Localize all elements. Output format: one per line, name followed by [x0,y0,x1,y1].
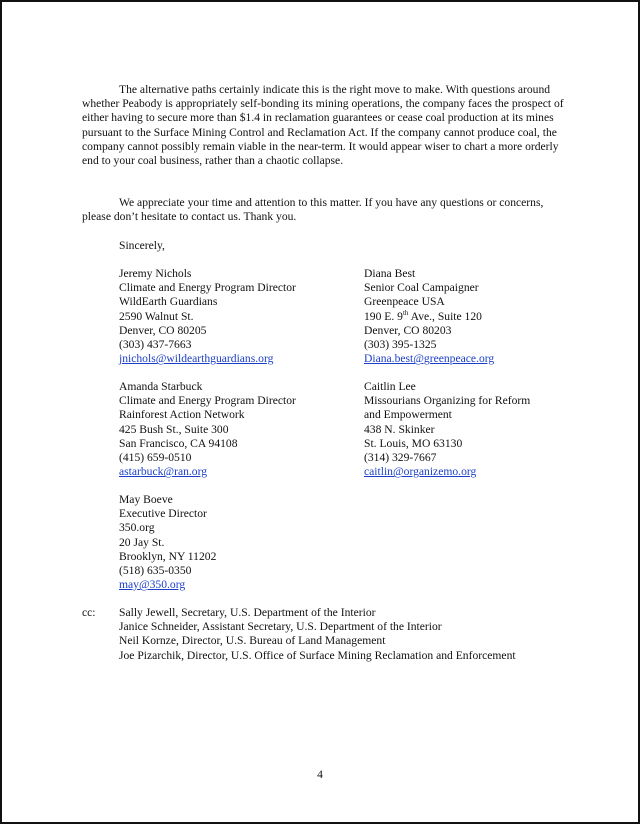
signatory-title: Executive Director [119,507,207,521]
signatory-organization-continued: and Empowerment [364,408,452,422]
signatory-title: Senior Coal Campaigner [364,281,479,295]
signatory-phone: (314) 329-7667 [364,451,437,465]
signatory-email-link[interactable]: jnichols@wildearthguardians.org [119,352,274,366]
signatory-street [364,310,494,324]
signature-block-boeve [119,493,216,592]
signatory-email-link[interactable]: astarbuck@ran.org [119,465,208,479]
signatory-title: Climate and Energy Program Director [119,281,296,295]
cc-label: cc: [82,606,96,619]
signatory-name: May Boeve [119,493,173,506]
paragraph-text: We appreciate your time and attention to this matter. If you have any questions or concerns, please don’t hesitate to contact us. Thank you. [82,196,544,224]
closing-salutation: Sincerely, [119,239,165,252]
signatory-street: 438 N. Skinker [364,422,435,436]
signatory-city: Denver, CO 80203 [364,323,452,337]
signature-block-lee [364,380,530,479]
signatory-street: 2590 Walnut St. [119,309,194,323]
page-number: 4 [317,768,323,781]
signatory-name: Jeremy Nichols [119,267,192,280]
signatory-phone: (303) 395-1325 [364,338,437,352]
signatory-name: Caitlin Lee [364,380,416,393]
signatory-title: Climate and Energy Program Director [119,394,296,408]
signatory-phone: (303) 437-7663 [119,338,192,352]
signatory-organization: Rainforest Action Network [119,408,245,422]
signatory-email-link[interactable]: caitlin@organizemo.org [364,465,477,479]
signatory-organization: 350.org [119,521,155,535]
signatory-city: St. Louis, MO 63130 [364,436,463,450]
signature-block-nichols [119,267,296,366]
signatory-organization: Missourians Organizing for Reform [364,394,531,408]
cc-recipient: Sally Jewell, Secretary, U.S. Department of the Interior [119,606,376,619]
cc-recipient: Neil Kornze, Director, U.S. Bureau of Land Management [119,634,386,648]
signatory-street: 425 Bush St., Suite 300 [119,422,229,436]
signatory-phone: (415) 659-0510 [119,451,192,465]
signatory-organization: WildEarth Guardians [119,295,218,309]
signature-block-starbuck [119,380,296,479]
signatory-email-link[interactable]: may@350.org [119,578,186,592]
signatory-city: Denver, CO 80205 [119,323,207,337]
ordinal-suffix: th [402,308,409,317]
signatory-phone: (518) 635-0350 [119,564,192,578]
paragraph-text: The alternative paths certainly indicate this is the right move to make. With questions around whether Peabody is appropriately self-bonding its mining operations, the company faces the prospect of either having to secure more than $1.4 in reclamation guarantees or cease coal production at its mines pursuant to the Surface Mining Control and Reclamation Act. If the company cannot produce coal, the company cannot possibly remain viable in the near-term. It would appear wiser to chart a more orderly end to your coal business, rather than a chaotic collapse. [82,83,564,168]
signature-block-best [364,267,494,366]
signatory-name: Diana Best [364,267,416,280]
street-rest: Ave., Suite 120 [408,309,482,323]
body-paragraph-1 [82,83,567,168]
signatory-street: 20 Jay St. [119,535,165,549]
signatory-city: San Francisco, CA 94108 [119,436,238,450]
cc-recipient: Janice Schneider, Assistant Secretary, U.S. Department of the Interior [119,620,442,634]
signatory-organization: Greenpeace USA [364,295,445,309]
cc-recipient-list [119,606,516,663]
cc-recipient: Joe Pizarchik, Director, U.S. Office of Surface Mining Reclamation and Enforcement [119,648,516,662]
signatory-city: Brooklyn, NY 11202 [119,549,217,563]
body-paragraph-2 [82,196,567,224]
signatory-name: Amanda Starbuck [119,380,203,393]
street-number: 190 E. 9 [364,309,403,323]
signatory-email-link[interactable]: Diana.best@greenpeace.org [364,352,495,366]
